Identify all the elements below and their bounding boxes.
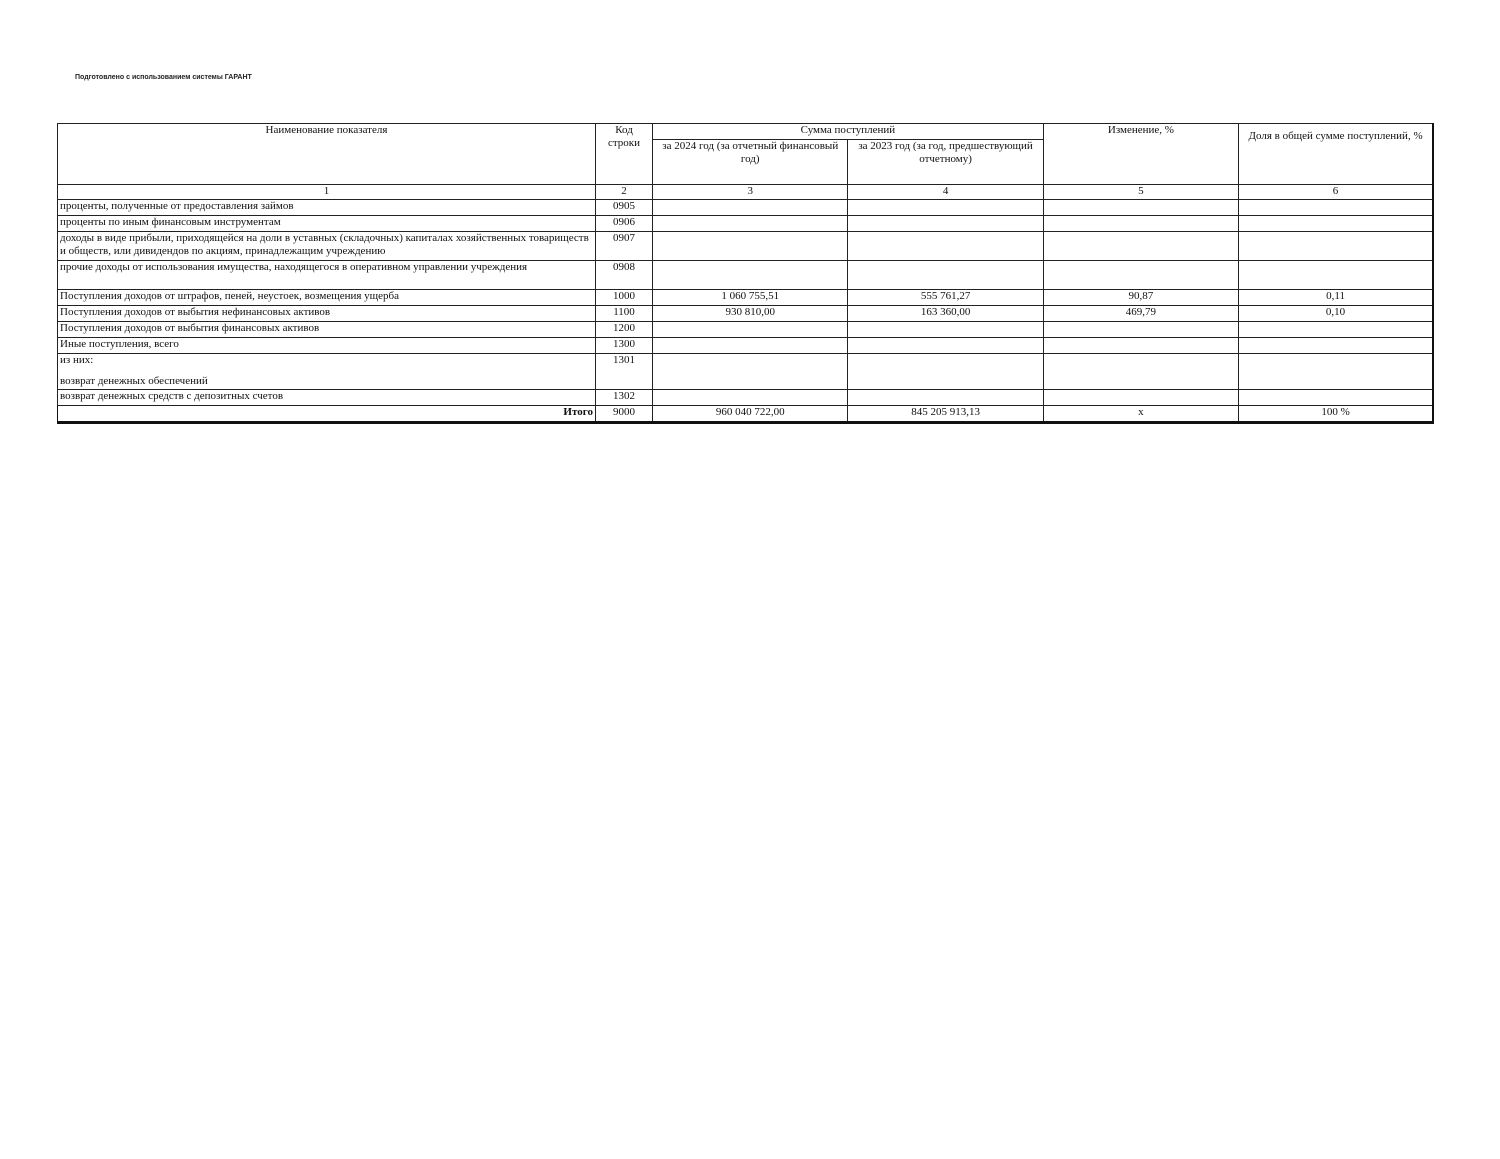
row-share	[1239, 354, 1433, 390]
header-code: Код строки	[595, 124, 652, 185]
total-previous: 845 205 913,13	[848, 406, 1043, 423]
row-change	[1043, 200, 1238, 216]
header-change: Изменение, %	[1043, 124, 1238, 185]
row-share: 0,11	[1239, 290, 1433, 306]
row-name: проценты, полученные от предоставления займов	[58, 200, 596, 216]
table-row	[58, 216, 1434, 232]
total-current: 960 040 722,00	[653, 406, 848, 423]
row-current	[653, 354, 848, 390]
row-current: 1 060 755,51	[653, 290, 848, 306]
header-year-previous: за 2023 год (за год, предшествующий отчетному)	[848, 140, 1043, 185]
column-number: 6	[1239, 185, 1433, 200]
table-row	[58, 338, 1434, 354]
row-code: 0908	[595, 261, 652, 290]
row-name: возврат денежных средств с депозитных счетов	[58, 390, 596, 406]
table-row	[58, 306, 1434, 322]
row-change	[1043, 338, 1238, 354]
row-previous	[848, 322, 1043, 338]
row-code: 0905	[595, 200, 652, 216]
row-change	[1043, 390, 1238, 406]
row-current	[653, 338, 848, 354]
row-name: Поступления доходов от выбытия финансовых активов	[58, 322, 596, 338]
row-change	[1043, 322, 1238, 338]
row-previous	[848, 338, 1043, 354]
table-row	[58, 261, 1434, 290]
table-row	[58, 322, 1434, 338]
row-previous: 555 761,27	[848, 290, 1043, 306]
table-row	[58, 354, 1434, 390]
row-previous	[848, 354, 1043, 390]
total-change: х	[1043, 406, 1238, 423]
row-change	[1043, 354, 1238, 390]
column-numbers-row	[58, 185, 1434, 200]
row-share	[1239, 261, 1433, 290]
total-share: 100 %	[1239, 406, 1433, 423]
row-change: 90,87	[1043, 290, 1238, 306]
row-share	[1239, 232, 1433, 261]
row-change: 469,79	[1043, 306, 1238, 322]
total-code: 9000	[595, 406, 652, 423]
row-previous: 163 360,00	[848, 306, 1043, 322]
table-row	[58, 390, 1434, 406]
row-name: Поступления доходов от выбытия нефинансовых активов	[58, 306, 596, 322]
row-code: 1100	[595, 306, 652, 322]
row-name: Иные поступления, всего	[58, 338, 596, 354]
header-share: Доля в общей сумме поступлений, %	[1239, 124, 1433, 185]
row-previous	[848, 200, 1043, 216]
row-name	[58, 354, 596, 390]
row-previous	[848, 232, 1043, 261]
column-number: 1	[58, 185, 596, 200]
income-table	[57, 123, 1434, 424]
row-previous	[848, 216, 1043, 232]
row-code: 1301	[595, 354, 652, 390]
system-note: Подготовлено с использованием системы ГАРАНТ	[75, 74, 252, 81]
row-current: 930 810,00	[653, 306, 848, 322]
row-change	[1043, 232, 1238, 261]
column-number: 5	[1043, 185, 1238, 200]
row-current	[653, 261, 848, 290]
row-name-text: возврат денежных обеспечений	[60, 375, 208, 387]
table-row	[58, 290, 1434, 306]
row-code: 1300	[595, 338, 652, 354]
row-share	[1239, 338, 1433, 354]
row-previous	[848, 390, 1043, 406]
column-number: 3	[653, 185, 848, 200]
total-row	[58, 406, 1434, 423]
row-change	[1043, 261, 1238, 290]
row-share	[1239, 216, 1433, 232]
row-previous	[848, 261, 1043, 290]
total-label: Итого	[58, 406, 596, 423]
row-current	[653, 216, 848, 232]
row-code: 1000	[595, 290, 652, 306]
row-current	[653, 232, 848, 261]
table-row	[58, 232, 1434, 261]
row-subheading: из них:	[60, 354, 94, 366]
row-code: 1302	[595, 390, 652, 406]
header-year-current: за 2024 год (за отчетный финансовый год)	[653, 140, 848, 185]
header-sum-group: Сумма поступлений	[653, 124, 1044, 140]
row-code: 0907	[595, 232, 652, 261]
column-number: 4	[848, 185, 1043, 200]
row-current	[653, 200, 848, 216]
row-share	[1239, 322, 1433, 338]
row-share	[1239, 200, 1433, 216]
row-change	[1043, 216, 1238, 232]
row-code: 1200	[595, 322, 652, 338]
row-code: 0906	[595, 216, 652, 232]
row-name: доходы в виде прибыли, приходящейся на доли в уставных (складочных) капиталах хозяйственных товариществ и обществ, или дивидендов по акциям, принадлежащим учреждению	[58, 232, 596, 261]
row-name: проценты по иным финансовым инструментам	[58, 216, 596, 232]
row-name: Поступления доходов от штрафов, пеней, неустоек, возмещения ущерба	[58, 290, 596, 306]
header-name: Наименование показателя	[58, 124, 596, 185]
row-share	[1239, 390, 1433, 406]
row-current	[653, 322, 848, 338]
row-current	[653, 390, 848, 406]
row-share: 0,10	[1239, 306, 1433, 322]
table-row	[58, 200, 1434, 216]
row-name: прочие доходы от использования имущества, находящегося в оперативном управлении учреждения	[58, 261, 596, 290]
column-number: 2	[595, 185, 652, 200]
